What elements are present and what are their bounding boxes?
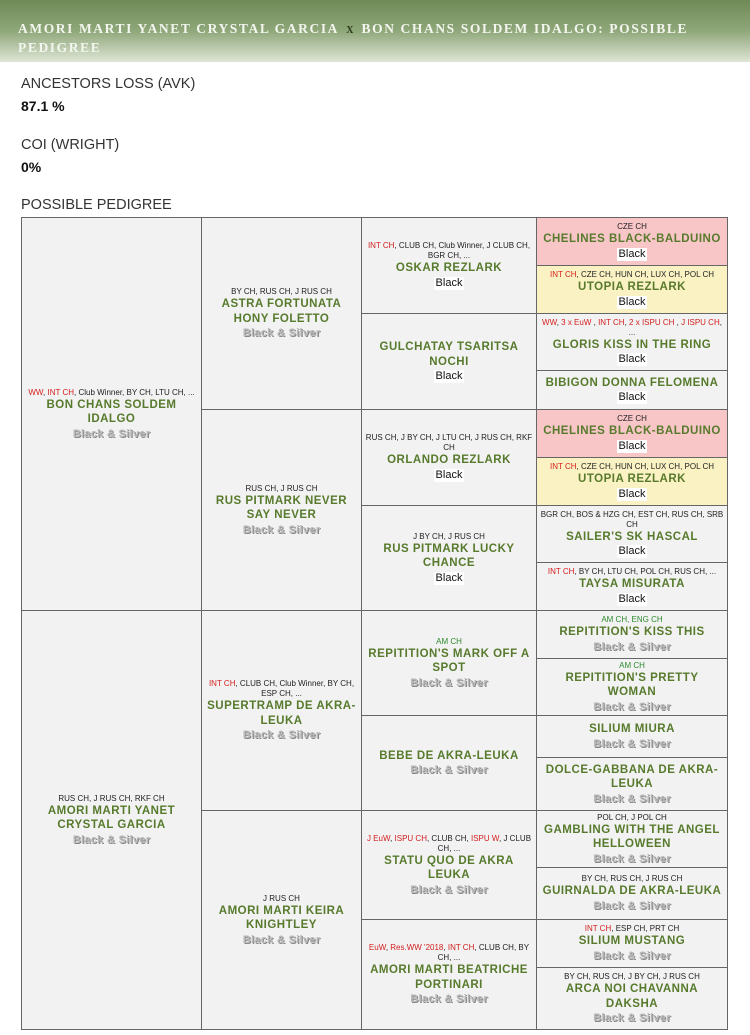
coat-color: Black & Silver: [410, 993, 488, 1005]
dog-titles: [413, 532, 485, 542]
pedigree-cell-gen3: [361, 919, 537, 1030]
title-segment: INT CH: [367, 241, 395, 251]
coat-color: Black & Silver: [593, 1012, 671, 1024]
dog-titles: [540, 318, 724, 338]
dog-titles: [617, 414, 647, 424]
pedigree-cell-gen4: [536, 505, 728, 563]
pedigree-cell-gen4: [536, 409, 728, 458]
pedigree-cell-gen4: [536, 457, 728, 506]
title-segment: , CZE CH, HUN CH, LUX CH, POL CH: [576, 270, 715, 280]
coat-color: Black & Silver: [593, 640, 671, 653]
title-segment: , Club Winner, BY CH, LTU CH, ...: [74, 387, 195, 397]
title-segment: ISPU CH: [394, 833, 427, 843]
title-segment: ,: [43, 387, 48, 397]
coat-color: Black: [618, 353, 646, 366]
title-segment: INT CH: [598, 317, 625, 327]
coat-color: Black & Silver: [593, 737, 671, 750]
coat-color: Black: [435, 276, 463, 289]
dog-name-link[interactable]: ASTRA FORTUNATA HONY FOLETTO: [221, 298, 342, 325]
title-segment: , CLUB CH,: [426, 833, 471, 843]
title-segment: J EuW: [366, 833, 391, 843]
dog-titles: [205, 679, 358, 699]
coi-value: 0%: [21, 159, 42, 175]
coat-color: Black: [435, 370, 463, 382]
coat-color: Black: [618, 545, 646, 558]
coat-color: Black & Silver: [593, 899, 671, 912]
coi-label: COI (WRIGHT): [21, 137, 120, 153]
sire-name-title[interactable]: BON CHANS SOLDEM IDALGO: POSSIBLE PEDIGREE: [18, 21, 689, 55]
pedigree-table: [21, 217, 727, 1029]
title-segment: RUS CH, J RUS CH: [245, 483, 318, 493]
title-segment: WW: [542, 317, 557, 327]
title-segment: , CLUB CH, BY CH, ...: [437, 943, 530, 962]
pedigree-cell-gen3: [361, 610, 537, 716]
page-title: [18, 20, 718, 56]
pedigree-cell-gen3: [361, 313, 537, 410]
pedigree-cell-gen3: [361, 409, 537, 506]
coat-color: Black: [618, 295, 646, 308]
pedigree-cell-gen4: [536, 658, 728, 716]
coat-color: Black & Silver: [593, 792, 671, 805]
dog-titles: [365, 241, 533, 261]
title-segment: BGR CH, BOS & HZG CH, EST CH, RUS CH, SRB CH: [540, 509, 724, 529]
pedigree-cell-gen4: [536, 810, 728, 868]
title-segment: , CZE CH, HUN CH, LUX CH, POL CH: [576, 462, 715, 472]
dog-titles: [365, 433, 533, 453]
pedigree-cell-gen1: [21, 217, 202, 611]
title-segment: INT CH: [47, 387, 75, 397]
coat-color: Black: [435, 571, 463, 584]
dog-name-link[interactable]: REPITITION'S PRETTY WOMAN: [565, 671, 699, 698]
title-segment: ,: [443, 943, 448, 952]
dog-name-link[interactable]: UTOPIA REZLARK: [578, 473, 686, 486]
dog-name-link[interactable]: GULCHATAY TSARITSA NOCHI: [379, 341, 519, 368]
coat-color: Black & Silver: [72, 833, 151, 846]
coat-color: Black & Silver: [593, 700, 671, 713]
pedigree-cell-gen4: [536, 757, 728, 811]
coat-color: Black & Silver: [242, 729, 321, 741]
dog-name-link[interactable]: REPITITION'S KISS THIS: [559, 626, 705, 639]
dog-name-link[interactable]: SILIUM MUSTANG: [578, 935, 686, 948]
title-segment: ,: [624, 317, 630, 327]
title-segment: J RUS CH: [263, 893, 300, 903]
title-segment: INT CH: [208, 679, 236, 688]
pedigree-cell-gen2: [201, 217, 362, 410]
title-segment: EuW: [368, 943, 386, 952]
dog-name-link[interactable]: BEBE DE AKRA-LEUKA: [379, 749, 519, 762]
dog-titles: [617, 222, 647, 232]
pedigree-cell-gen4: [536, 610, 728, 659]
coat-color: Black & Silver: [410, 676, 488, 689]
dog-titles: [540, 510, 724, 530]
dog-titles: [582, 874, 683, 884]
dog-name-link[interactable]: GLORIS KISS IN THE RING: [552, 338, 712, 351]
pedigree-cell-gen3: [361, 217, 537, 314]
title-segment: CZE CH: [617, 414, 647, 424]
coat-color: Black & Silver: [242, 523, 321, 536]
dog-titles: [245, 484, 317, 494]
title-segment: BY CH, RUS CH, J RUS CH: [581, 874, 683, 884]
pedigree-cell-gen2: [201, 409, 362, 611]
title-segment: RUS CH, J BY CH, J LTU CH, J RUS CH, RKF CH: [365, 433, 533, 453]
dog-titles: [597, 813, 667, 823]
pedigree-cell-gen4: [536, 867, 728, 920]
dog-name-link[interactable]: DOLCE-GABBANA DE AKRA-LEUKA: [545, 763, 719, 790]
pedigree-cell-gen4: [536, 562, 728, 611]
dog-name-link[interactable]: SILIUM MIURA: [589, 723, 675, 736]
pedigree-cell-gen4: [536, 967, 728, 1030]
dog-name-link[interactable]: BIBIGON DONNA FELOMENA: [545, 376, 719, 389]
title-segment: , ...: [628, 317, 722, 337]
pedigree-cell-gen3: [361, 810, 537, 920]
title-segment: , BY CH, LTU CH, POL CH, RUS CH, ...: [574, 567, 717, 577]
title-segment: , CLUB CH, Club Winner, BY CH, ESP CH, ...: [235, 679, 355, 698]
dog-name-link[interactable]: AMORI MARTI BEATRICHE PORTINARI: [370, 964, 528, 991]
page-header: [0, 0, 750, 62]
dog-titles: [436, 637, 462, 647]
dog-titles: [28, 388, 194, 398]
title-segment: CZE CH: [617, 222, 647, 232]
dog-titles: [619, 661, 645, 671]
dog-titles: [564, 972, 700, 982]
dog-name-link[interactable]: REPITITION'S MARK OFF A SPOT: [368, 647, 530, 674]
title-segment: AM CH: [436, 636, 462, 646]
pedigree-section-title: POSSIBLE PEDIGREE: [21, 197, 172, 213]
dog-name-link[interactable]: STATU QUO DE AKRA LEUKA: [384, 854, 514, 881]
coat-color: Black & Silver: [242, 933, 321, 946]
title-segment: J BY CH, J RUS CH: [413, 531, 485, 541]
coat-color: Black & Silver: [410, 764, 488, 777]
title-segment: ,: [591, 317, 599, 327]
title-segment: , J CLUB CH, ...: [437, 833, 532, 853]
pedigree-cell-gen3: [361, 715, 537, 811]
pedigree-cell-gen1: [21, 610, 202, 1030]
title-segment: 2 x ISPU CH: [629, 317, 675, 327]
title-segment: WW: [28, 387, 44, 397]
dog-name-link[interactable]: OSKAR REZLARK: [395, 262, 503, 275]
dog-name-link[interactable]: UTOPIA REZLARK: [578, 281, 686, 294]
coat-color: Black: [618, 391, 646, 404]
dog-name-link[interactable]: SUPERTRAMP DE AKRA-LEUKA: [207, 700, 356, 727]
pedigree-cell-gen4: [536, 313, 728, 371]
dog-titles: [231, 287, 332, 297]
dog-titles: [550, 462, 714, 472]
dog-name-link[interactable]: CHELINES BLACK-BALDUINO: [543, 425, 721, 438]
pedigree-cell-gen4: [536, 919, 728, 968]
title-segment: ISPU W: [471, 833, 500, 843]
coat-color: Black: [618, 439, 646, 452]
dog-titles: [601, 615, 662, 625]
dog-name-link[interactable]: ORLANDO REZLARK: [387, 454, 511, 467]
coat-color: Black: [618, 592, 646, 605]
title-segment: BY CH, RUS CH, J BY CH, J RUS CH: [564, 972, 700, 981]
title-segment: BY CH, RUS CH, J RUS CH: [231, 287, 332, 296]
dog-name-link[interactable]: GAMBLING WITH THE ANGEL HELLOWEEN: [544, 823, 720, 850]
dog-name-link[interactable]: ARCA NOI CHAVANNA DAKSHA: [565, 983, 699, 1010]
dam-name-title[interactable]: AMORI MARTI YANET CRYSTAL GARCIA: [18, 21, 339, 36]
pedigree-cell-gen2: [201, 610, 362, 811]
dog-name-link[interactable]: RUS PITMARK NEVER SAY NEVER: [215, 494, 348, 521]
dog-name-link[interactable]: BON CHANS SOLDEM IDALGO: [46, 398, 177, 425]
dog-name-link[interactable]: AMORI MARTI YANET CRYSTAL GARCIA: [47, 804, 176, 831]
coat-color: Black & Silver: [593, 949, 671, 962]
title-segment: 3 x EuW: [561, 317, 592, 327]
dog-titles: [550, 270, 714, 280]
pedigree-cell-gen2: [201, 810, 362, 1030]
dog-name-link[interactable]: GUIRNALDA DE AKRA-LEUKA: [542, 885, 722, 898]
coat-color: Black & Silver: [72, 427, 151, 440]
coat-color: Black: [435, 468, 463, 481]
dog-name-link[interactable]: TAYSA MISURATA: [579, 578, 685, 591]
title-segment: AM CH: [619, 660, 645, 670]
dog-titles: [58, 794, 164, 804]
title-segment: , CLUB CH, Club Winner, J CLUB CH, BGR CH, ...: [394, 241, 531, 261]
coat-color: Black & Silver: [242, 327, 321, 339]
dog-titles: [365, 943, 533, 963]
title-segment: POL CH, J POL CH: [597, 812, 667, 822]
title-segment: INT CH: [584, 924, 612, 934]
coat-color: Black & Silver: [593, 852, 671, 865]
pedigree-cell-gen3: [361, 505, 537, 611]
title-segment: INT CH: [547, 567, 575, 577]
title-segment: INT CH: [549, 462, 577, 472]
title-segment: ,: [674, 317, 682, 327]
title-segment: RUS CH, J RUS CH, RKF CH: [58, 793, 165, 803]
dog-titles: [585, 924, 680, 934]
title-segment: J ISPU CH: [681, 317, 720, 327]
dog-name-link[interactable]: CHELINES BLACK-BALDUINO: [543, 233, 721, 246]
title-segment: ,: [390, 833, 395, 843]
pedigree-cell-gen4: [536, 217, 728, 266]
title-segment: Res.WW '2018: [390, 943, 444, 952]
pedigree-cell-gen4: [536, 265, 728, 314]
cross-separator: X: [346, 25, 354, 36]
dog-name-link[interactable]: AMORI MARTI KEIRA KNIGHTLEY: [218, 904, 345, 931]
coat-color: Black: [618, 487, 646, 500]
dog-titles: [263, 894, 300, 904]
avk-label: ANCESTORS LOSS (AVK): [21, 76, 196, 92]
dog-name-link[interactable]: SAILER'S SK HASCAL: [566, 530, 698, 543]
avk-value: 87.1 %: [21, 98, 65, 114]
title-segment: , ESP CH, PRT CH: [611, 924, 680, 934]
coat-color: Black & Silver: [410, 883, 488, 896]
title-segment: INT CH: [549, 270, 577, 280]
pedigree-cell-gen4: [536, 715, 728, 758]
title-segment: ,: [556, 317, 562, 327]
dog-titles: [548, 567, 716, 577]
coat-color: Black: [618, 247, 646, 260]
dog-titles: [365, 834, 533, 854]
title-segment: INT CH: [447, 943, 475, 952]
pedigree-cell-gen4: [536, 370, 728, 410]
title-segment: ,: [385, 943, 391, 952]
dog-name-link[interactable]: RUS PITMARK LUCKY CHANCE: [383, 542, 515, 569]
title-segment: AM CH, ENG CH: [601, 615, 663, 625]
